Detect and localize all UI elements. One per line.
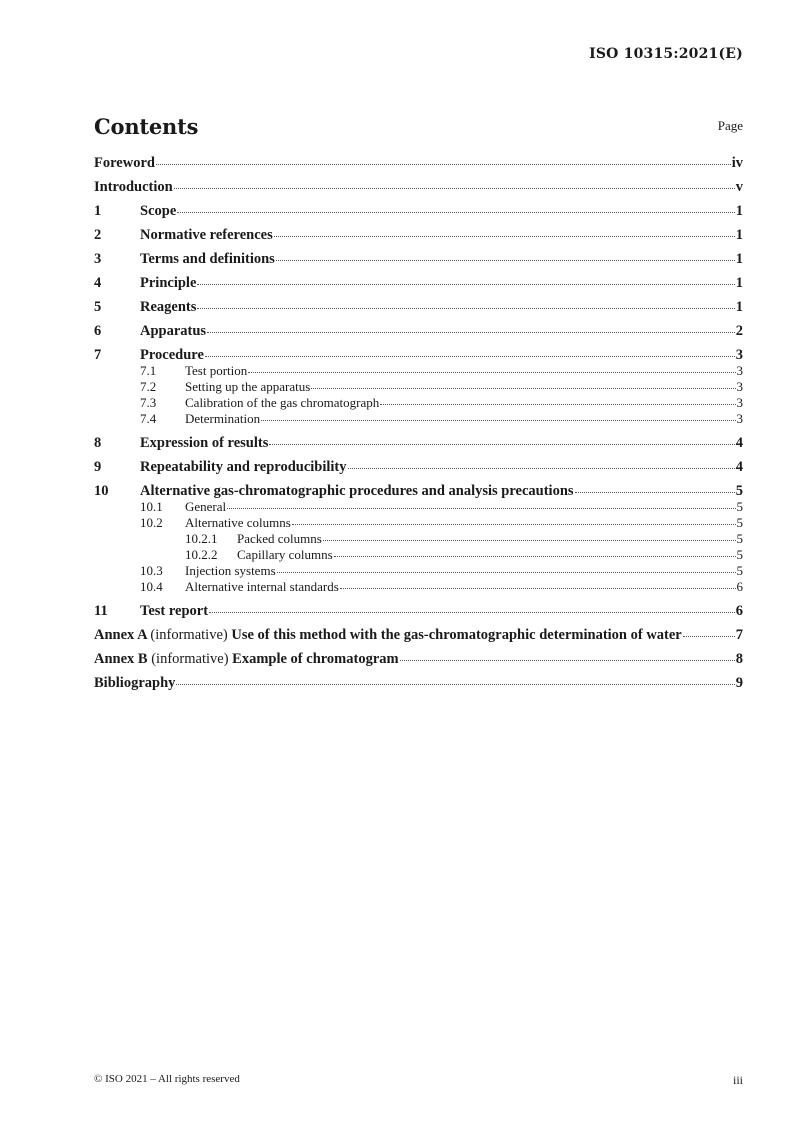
toc-entry[interactable] <box>94 563 743 579</box>
annex-informative-note: (informative) <box>150 627 228 643</box>
toc-entry-page: 3 <box>735 347 743 363</box>
toc-entry-number: 10.2 <box>140 515 163 530</box>
toc-entry[interactable] <box>94 435 743 451</box>
toc-entry[interactable] <box>94 395 743 411</box>
toc-entry-page: 6 <box>735 603 743 619</box>
toc-entry-title: Determination <box>185 411 261 426</box>
toc-entry[interactable] <box>94 363 743 379</box>
toc-entry[interactable] <box>94 379 743 395</box>
toc-entry[interactable] <box>94 155 743 171</box>
toc-entry-page: 3 <box>736 363 743 378</box>
toc-entry[interactable] <box>94 179 743 195</box>
toc-entry-title: Bibliography <box>94 675 176 691</box>
toc-entry-number: 8 <box>94 435 102 451</box>
toc-entry-page: 9 <box>735 675 743 691</box>
toc-entry-page: 2 <box>735 323 743 339</box>
dot-leader <box>334 556 736 557</box>
toc-entry-title: Principle <box>140 275 197 291</box>
toc-entry-page: 6 <box>736 579 743 594</box>
table-of-contents <box>94 155 743 691</box>
toc-entry-number: 10.3 <box>140 563 163 578</box>
toc-entry-title: Injection systems <box>185 563 276 578</box>
toc-entry-title <box>94 627 682 643</box>
toc-entry[interactable] <box>94 347 743 363</box>
toc-entry[interactable] <box>94 459 743 475</box>
toc-entry-title: Alternative columns <box>185 515 291 530</box>
toc-entry[interactable] <box>94 627 743 643</box>
toc-entry-title: Introduction <box>94 179 173 195</box>
toc-entry-page: 3 <box>736 395 743 410</box>
toc-entry[interactable] <box>94 203 743 219</box>
toc-entry-number: 11 <box>94 603 108 619</box>
toc-entry-number: 7.4 <box>140 411 157 426</box>
dot-leader <box>248 372 735 373</box>
dot-leader <box>176 684 734 685</box>
toc-entry-page: 7 <box>735 627 743 643</box>
toc-entry-page: 1 <box>735 227 743 243</box>
toc-entry-page: 5 <box>736 531 743 546</box>
dot-leader <box>269 444 734 445</box>
toc-entry-page: 5 <box>736 547 743 562</box>
toc-entry-title: Capillary columns <box>237 547 333 562</box>
annex-title: Example of chromatogram <box>232 651 399 667</box>
toc-entry-number: 1 <box>94 203 102 219</box>
toc-entry-title: Reagents <box>140 299 197 315</box>
toc-entry-page: 1 <box>735 275 743 291</box>
dot-leader <box>261 420 735 421</box>
toc-entry[interactable] <box>94 251 743 267</box>
dot-leader <box>276 260 735 261</box>
toc-entry-title: Test report <box>140 603 209 619</box>
toc-entry[interactable] <box>94 411 743 427</box>
document-id: ISO 10315:2021(E) <box>589 46 743 62</box>
toc-entry[interactable] <box>94 483 743 499</box>
toc-entry-page: 1 <box>735 203 743 219</box>
toc-entry-page: 3 <box>736 411 743 426</box>
toc-entry[interactable] <box>94 299 743 315</box>
toc-entry-page: 5 <box>736 563 743 578</box>
annex-label: Annex B <box>94 651 148 667</box>
toc-entry-number: 4 <box>94 275 102 291</box>
dot-leader <box>274 236 735 237</box>
toc-entry-page: 4 <box>735 459 743 475</box>
toc-entry[interactable] <box>94 651 743 667</box>
toc-entry-number: 7.1 <box>140 363 157 378</box>
toc-entry-page: 4 <box>735 435 743 451</box>
toc-entry-page: 3 <box>736 379 743 394</box>
toc-entry-page: v <box>735 179 743 195</box>
toc-entry-page: iv <box>731 155 743 171</box>
toc-entry-title: Procedure <box>140 347 204 363</box>
annex-informative-note: (informative) <box>151 651 229 667</box>
dot-leader <box>197 308 734 309</box>
toc-entry-number: 10.2.2 <box>185 547 218 562</box>
toc-entry-title: Terms and definitions <box>140 251 275 267</box>
annex-label: Annex A <box>94 627 147 643</box>
toc-entry[interactable] <box>94 515 743 531</box>
toc-entry-page: 8 <box>735 651 743 667</box>
toc-entry-title: Repeatability and reproducibility <box>140 459 347 475</box>
page-number: iii <box>732 1073 743 1087</box>
toc-entry-title: Apparatus <box>140 323 207 339</box>
dot-leader <box>575 492 735 493</box>
toc-entry-title: Alternative internal standards <box>185 579 339 594</box>
toc-entry[interactable] <box>94 675 743 691</box>
toc-entry-page: 5 <box>735 483 743 499</box>
toc-entry-page: 1 <box>735 299 743 315</box>
toc-entry[interactable] <box>94 547 743 563</box>
toc-entry-number: 10.2.1 <box>185 531 218 546</box>
contents-title: Contents <box>94 114 199 139</box>
toc-entry-number: 10 <box>94 483 109 499</box>
dot-leader <box>227 508 735 509</box>
toc-entry-title: Calibration of the gas chromatograph <box>185 395 380 410</box>
toc-entry-page: 5 <box>736 499 743 514</box>
page-column-label: Page <box>717 118 743 133</box>
toc-entry-number: 7.2 <box>140 379 157 394</box>
dot-leader <box>348 468 735 469</box>
toc-entry-number: 5 <box>94 299 102 315</box>
toc-entry-title: Expression of results <box>140 435 269 451</box>
toc-entry-number: 7.3 <box>140 395 157 410</box>
toc-entry-number: 10.1 <box>140 499 163 514</box>
dot-leader <box>205 356 735 357</box>
toc-entry[interactable] <box>94 227 743 243</box>
toc-entry-title: Scope <box>140 203 177 219</box>
toc-entry-title: General <box>185 499 227 514</box>
dot-leader <box>323 540 736 541</box>
dot-leader <box>340 588 736 589</box>
toc-entry[interactable] <box>94 323 743 339</box>
toc-entry-title: Foreword <box>94 155 155 171</box>
toc-entry-number: 10.4 <box>140 579 163 594</box>
toc-entry-title: Packed columns <box>237 531 322 546</box>
dot-leader <box>400 660 735 661</box>
dot-leader <box>380 404 735 405</box>
dot-leader <box>292 524 736 525</box>
toc-entry-number: 7 <box>94 347 102 363</box>
dot-leader <box>209 612 735 613</box>
toc-entry[interactable] <box>94 275 743 291</box>
toc-entry[interactable] <box>94 603 743 619</box>
toc-entry-title: Setting up the apparatus <box>185 379 311 394</box>
toc-entry-number: 3 <box>94 251 102 267</box>
toc-entry[interactable] <box>94 579 743 595</box>
toc-entry[interactable] <box>94 499 743 515</box>
toc-entry-title: Alternative gas-chromatographic procedures and analysis precautions <box>140 483 574 499</box>
toc-entry-number: 2 <box>94 227 102 243</box>
toc-entry-number: 6 <box>94 323 102 339</box>
dot-leader <box>277 572 736 573</box>
toc-entry-page: 5 <box>736 515 743 530</box>
toc-entry-title: Test portion <box>185 363 248 378</box>
toc-entry-page: 1 <box>735 251 743 267</box>
toc-entry-title <box>94 651 399 667</box>
dot-leader <box>311 388 735 389</box>
toc-entry-number: 9 <box>94 459 102 475</box>
dot-leader <box>197 284 734 285</box>
dot-leader <box>156 164 731 165</box>
annex-title: Use of this method with the gas-chromatographic determination of water <box>231 627 682 643</box>
toc-entry[interactable] <box>94 531 743 547</box>
dot-leader <box>174 188 735 189</box>
copyright-notice: © ISO 2021 – All rights reserved <box>94 1073 240 1085</box>
dot-leader <box>683 636 735 637</box>
contents-heading-row <box>94 111 743 139</box>
dot-leader <box>177 212 735 213</box>
toc-entry-title: Normative references <box>140 227 273 243</box>
dot-leader <box>207 332 735 333</box>
